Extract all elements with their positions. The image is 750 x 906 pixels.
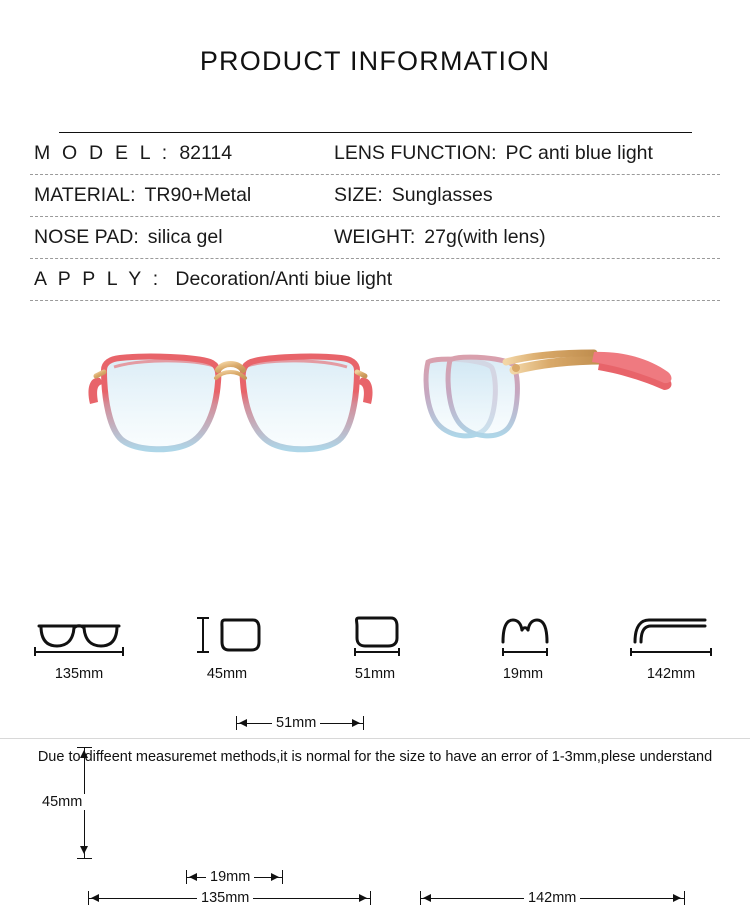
bridge-width-icon	[477, 612, 569, 656]
arrow-left	[423, 894, 431, 902]
spec-row	[30, 133, 720, 174]
icon-box	[475, 604, 571, 656]
spec-cell-size	[334, 184, 716, 207]
temple-length-label: 142mm	[524, 890, 580, 906]
spec-key: A P P L Y :	[34, 268, 162, 290]
spec-key: SIZE:	[334, 184, 383, 206]
spec-key: M O D E L :	[34, 142, 171, 164]
spec-bottom-rule	[30, 300, 720, 301]
spec-value: Decoration/Anti biue light	[175, 268, 393, 290]
spec-value: TR90+Metal	[144, 184, 252, 206]
arrow-down	[80, 846, 88, 854]
bridge-tick-left	[186, 870, 187, 884]
lens-height-icon	[181, 612, 273, 656]
bridge-tick-right	[282, 870, 283, 884]
icon-item-bridge-width	[475, 604, 571, 682]
icon-box	[179, 604, 275, 656]
temple-tick-right	[684, 891, 685, 905]
footer-note: Due to diffeent measuremet methods,it is normal for the size to have an error of 1-3mm,plese understand	[37, 749, 713, 765]
spec-cell-model	[34, 142, 334, 165]
arrow-right	[271, 873, 279, 881]
icon-item-lens-width	[327, 604, 423, 682]
icon-item-lens-height	[179, 604, 275, 682]
spec-key: NOSE PAD:	[34, 226, 139, 248]
glasses-front-view	[88, 348, 373, 468]
lens-height-label: 45mm	[38, 794, 86, 810]
lens-width-icon	[329, 612, 421, 656]
spec-key: WEIGHT:	[334, 226, 416, 248]
spec-cell-nose-pad	[34, 226, 334, 249]
spec-value: silica gel	[147, 226, 223, 248]
icon-label: 135mm	[54, 666, 104, 682]
icon-box	[31, 604, 127, 656]
glasses-front-svg	[88, 348, 373, 468]
spec-value: 82114	[179, 142, 233, 164]
icon-label: 45mm	[206, 666, 248, 682]
arrow-left	[189, 873, 197, 881]
lens-width-label: 51mm	[272, 715, 320, 731]
arrow-left	[239, 719, 247, 727]
glasses-side-view	[418, 348, 688, 458]
temple-length-icon	[625, 612, 717, 656]
icon-box	[327, 604, 423, 656]
lens-height-tick-bottom	[77, 858, 92, 859]
spec-row	[30, 259, 720, 300]
page-title: PRODUCT INFORMATION	[199, 46, 551, 76]
spec-cell-material	[34, 184, 334, 207]
spec-cell-lens-function	[334, 142, 716, 165]
frame-width-icon	[33, 616, 125, 656]
arrow-right	[352, 719, 360, 727]
temple-tick-left	[420, 891, 421, 905]
icon-label: 142mm	[646, 666, 696, 682]
frame-width-tick-right	[370, 891, 371, 905]
lens-width-tick-right	[363, 716, 364, 730]
frame-width-tick-left	[88, 891, 89, 905]
bridge-width-label: 19mm	[206, 869, 254, 885]
footer-divider	[0, 738, 750, 739]
spec-cell-apply	[34, 268, 716, 291]
spec-row	[30, 175, 720, 216]
arrow-right	[359, 894, 367, 902]
measurement-icon-strip	[0, 604, 750, 682]
spec-key: LENS FUNCTION:	[334, 142, 497, 164]
spec-value: Sunglasses	[391, 184, 493, 206]
icon-box	[623, 604, 719, 656]
icon-item-frame-width	[31, 604, 127, 682]
frame-width-label: 135mm	[197, 890, 253, 906]
icon-label: 51mm	[354, 666, 396, 682]
glasses-side-svg	[418, 348, 688, 458]
icon-label: 19mm	[502, 666, 544, 682]
arrow-left	[91, 894, 99, 902]
spec-table	[30, 132, 720, 301]
lens-width-tick-left	[236, 716, 237, 730]
spec-key: MATERIAL:	[34, 184, 136, 206]
spec-value: PC anti blue light	[505, 142, 653, 164]
icon-item-temple-length	[623, 604, 719, 682]
arrow-right	[673, 894, 681, 902]
spec-row	[30, 217, 720, 258]
spec-value: 27g(with lens)	[424, 226, 546, 248]
spec-cell-weight	[334, 226, 716, 249]
